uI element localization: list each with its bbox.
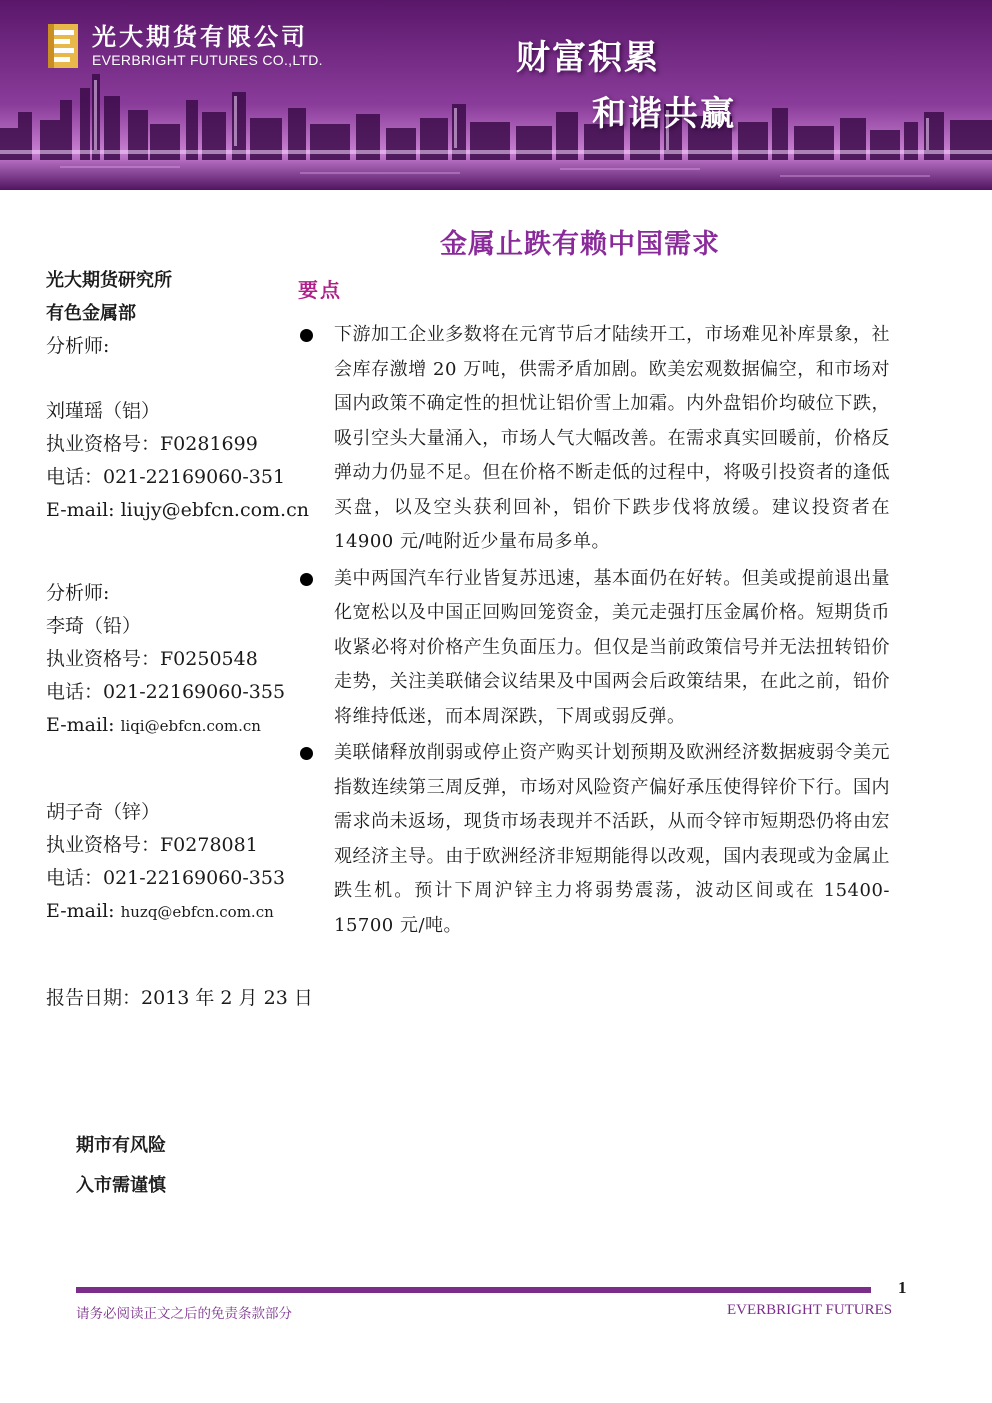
email-address[interactable]: liujy@ebfcn.com.cn (120, 499, 309, 521)
point-text: 下游加工企业多数将在元宵节后才陆续开工，市场难见补库景象，社会库存激增 20 万吨，供需矛盾加剧。欧美宏观数据偏空，和市场对国内政策不确定性的担忧让铝价雪上加霜。内外盘铝价均破位下跌，吸引空头大量涌入，市场人气大幅改善。在需求真实回暖前，价格反弹动力仍显不足。但在价格不断走低的过程中，将吸引投资者的逢低买盘，以及空头获利回补，铝价下跌步伐将放缓。建议投资者在 14900 元/吨附近少量布局多单。 (334, 324, 890, 552)
risk-line-1: 期市有风险 (76, 1135, 166, 1156)
analyst-cert: 执业资格号：F0250548 (46, 648, 258, 670)
analyst-email (46, 494, 309, 527)
report-date: 报告日期：2013 年 2 月 23 日 (46, 987, 313, 1009)
analyst-phone: 电话：021-22169060-355 (46, 681, 286, 703)
list-item (298, 562, 890, 735)
analyst-card (46, 796, 286, 929)
email-address[interactable]: huzq@ebfcn.com.cn (120, 903, 274, 921)
point-text: 美中两国汽车行业皆复苏迅速，基本面仍在好转。但美或提前退出量化宽松以及中国正回购回笼资金，美元走强打压金属价格。短期货币收紧必将对价格产生负面压力。但仅是当前政策信号并无法扭转铅价走势，关注美联储会议结果及中国两会后政策结果，在此之前，铅价将维持低迷，而本周深跌，下周或弱反弹。 (334, 567, 890, 727)
analyst-phone: 电话：021-22169060-351 (46, 466, 286, 488)
email-label: E-mail: (46, 499, 115, 521)
list-item (298, 736, 890, 943)
analyst-label: 分析师: (46, 582, 110, 604)
bullet-icon (300, 329, 313, 342)
slogan-line-1: 财富积累 (516, 38, 660, 78)
page-number: 1 (898, 1278, 907, 1297)
email-label: E-mail: (46, 900, 115, 922)
disclaimer-note: 请务必阅读正文之后的免责条款部分 (76, 1306, 292, 1322)
key-points-list (298, 318, 890, 945)
email-label: E-mail: (46, 714, 115, 736)
analyst-name: 李琦（铅） (46, 615, 142, 637)
list-item (298, 318, 890, 560)
analyst-sidebar (46, 264, 313, 1015)
section-title: 要点 (298, 278, 342, 302)
point-text: 美联储释放削弱或停止资产购买计划预期及欧洲经济数据疲弱令美元指数连续第三周反弹，市场对风险资产偏好承压使得锌价下行。国内需求尚未返场，现货市场表现并不活跃，从而令锌市短期恐仍将由宏观经济主导。由于欧洲经济非短期能得以改观，国内表现或为金属止跌生机。预计下周沪锌主力将弱势震荡，波动区间或在 15400-15700 元/吨。 (334, 742, 890, 936)
everbright-logo-icon (44, 22, 86, 70)
analyst-cert: 执业资格号：F0281699 (46, 433, 258, 455)
risk-line-2: 入市需谨慎 (76, 1175, 166, 1196)
risk-warning (76, 1126, 166, 1206)
analyst-cert: 执业资格号：F0278081 (46, 834, 258, 856)
analyst-card (46, 610, 286, 743)
footer-brand: EVERBRIGHT FUTURES (727, 1302, 893, 1318)
analyst-email (46, 709, 286, 743)
report-title: 金属止跌有赖中国需求 (440, 229, 720, 260)
analyst-label: 分析师: (46, 335, 110, 357)
analyst-email (46, 895, 286, 929)
company-name-en: EVERBRIGHT FUTURES CO.,LTD. (92, 52, 323, 68)
company-name-cn: 光大期货有限公司 (92, 23, 308, 51)
research-institute: 光大期货研究所 (46, 270, 172, 291)
analyst-name: 胡子奇（锌） (46, 801, 161, 823)
analyst-card (46, 395, 309, 527)
analyst-phone: 电话：021-22169060-353 (46, 867, 286, 889)
email-address[interactable]: liqi@ebfcn.com.cn (120, 717, 261, 735)
bullet-icon (300, 573, 313, 586)
footer-divider (76, 1287, 871, 1293)
header-banner (0, 0, 992, 190)
company-logo (44, 22, 323, 70)
analyst-name: 刘瑾瑶（铝） (46, 400, 161, 422)
department: 有色金属部 (46, 303, 136, 324)
slogan-line-2: 和谐共赢 (592, 94, 736, 134)
bullet-icon (300, 747, 313, 760)
